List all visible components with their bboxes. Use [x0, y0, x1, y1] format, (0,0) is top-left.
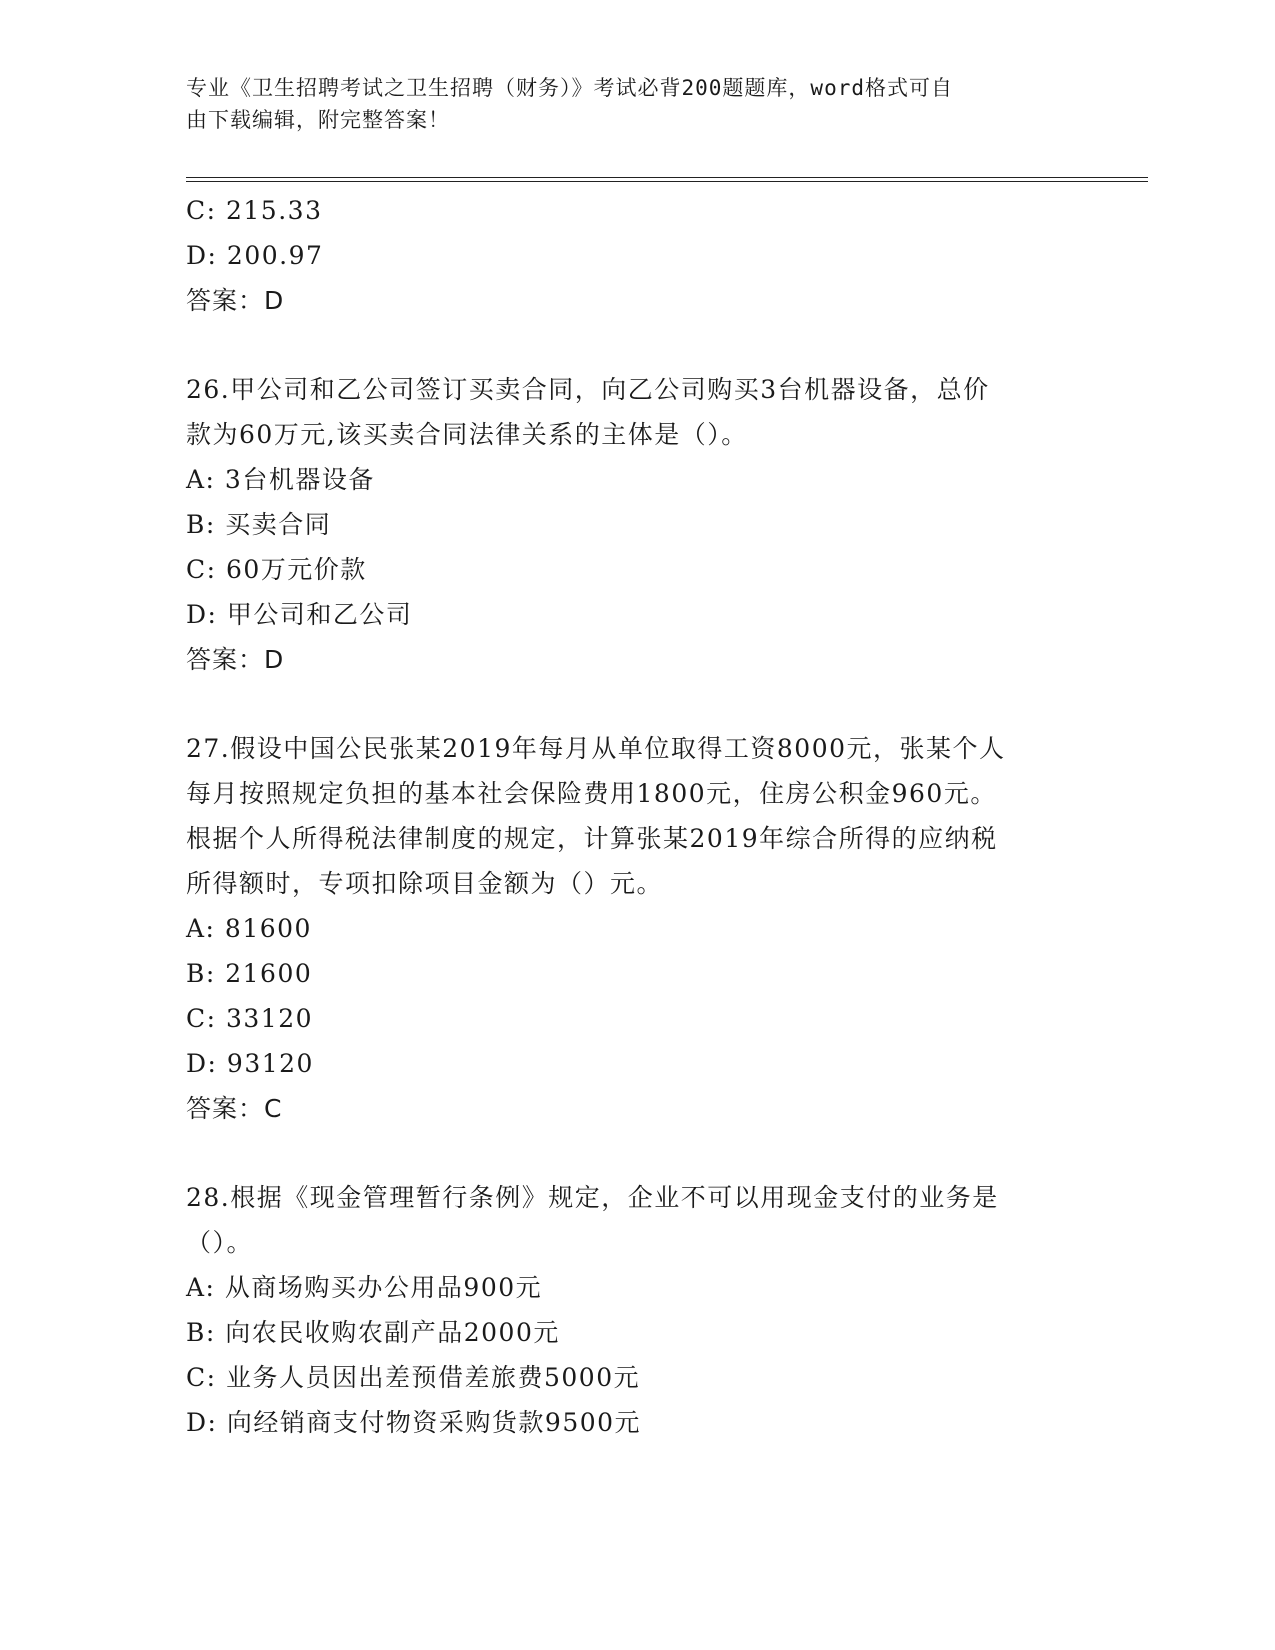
option-d: D: 向经销商支付物资采购货款9500元 — [186, 1408, 642, 1437]
header-line-1: 专业《卫生招聘考试之卫生招聘（财务）》考试必背200题题库，word格式可自 — [186, 76, 953, 100]
header-divider-bottom — [186, 181, 1148, 182]
question-stem-line: 款为60万元,该买卖合同法律关系的主体是（）。 — [186, 420, 748, 449]
option-c: C: 60万元价款 — [186, 555, 367, 584]
option-c: C: 215.33 — [186, 196, 323, 225]
answer-label: 答案：C — [186, 1094, 283, 1123]
spacer — [186, 682, 1086, 726]
option-b: B: 买卖合同 — [186, 510, 332, 539]
question-stem-line: 28.根据《现金管理暂行条例》规定，企业不可以用现金支付的业务是 — [186, 1183, 999, 1212]
question-25 — [186, 188, 1086, 323]
question-26 — [186, 367, 1086, 682]
spacer — [186, 1131, 1086, 1175]
option-b: B: 21600 — [186, 959, 313, 988]
option-a: A: 从商场购买办公用品900元 — [186, 1273, 543, 1302]
question-28 — [186, 1175, 1086, 1445]
question-stem-line: （）。 — [186, 1228, 254, 1257]
page-header — [186, 72, 1066, 136]
option-d: D: 200.97 — [186, 241, 324, 270]
header-divider-top — [186, 177, 1148, 178]
question-list — [186, 188, 1086, 1445]
question-27 — [186, 726, 1086, 1131]
option-d: D: 甲公司和乙公司 — [186, 600, 413, 629]
option-d: D: 93120 — [186, 1049, 314, 1078]
answer-label: 答案：D — [186, 645, 285, 674]
question-stem-line: 根据个人所得税法律制度的规定，计算张某2019年综合所得的应纳税 — [186, 824, 998, 853]
option-a: A: 81600 — [186, 914, 312, 943]
spacer — [186, 323, 1086, 367]
question-stem-line: 26.甲公司和乙公司签订买卖合同，向乙公司购买3台机器设备，总价 — [186, 375, 990, 404]
question-stem-line: 27.假设中国公民张某2019年每月从单位取得工资8000元，张某个人 — [186, 734, 1006, 763]
question-stem-line: 所得额时，专项扣除项目金额为（）元。 — [186, 869, 664, 898]
header-line-2: 由下载编辑，附完整答案！ — [186, 108, 450, 132]
answer-label: 答案：D — [186, 286, 285, 315]
option-c: C: 业务人员因出差预借差旅费5000元 — [186, 1363, 641, 1392]
question-stem-line: 每月按照规定负担的基本社会保险费用1800元，住房公积金960元。 — [186, 779, 997, 808]
option-c: C: 33120 — [186, 1004, 314, 1033]
option-a: A: 3台机器设备 — [186, 465, 375, 494]
option-b: B: 向农民收购农副产品2000元 — [186, 1318, 560, 1347]
